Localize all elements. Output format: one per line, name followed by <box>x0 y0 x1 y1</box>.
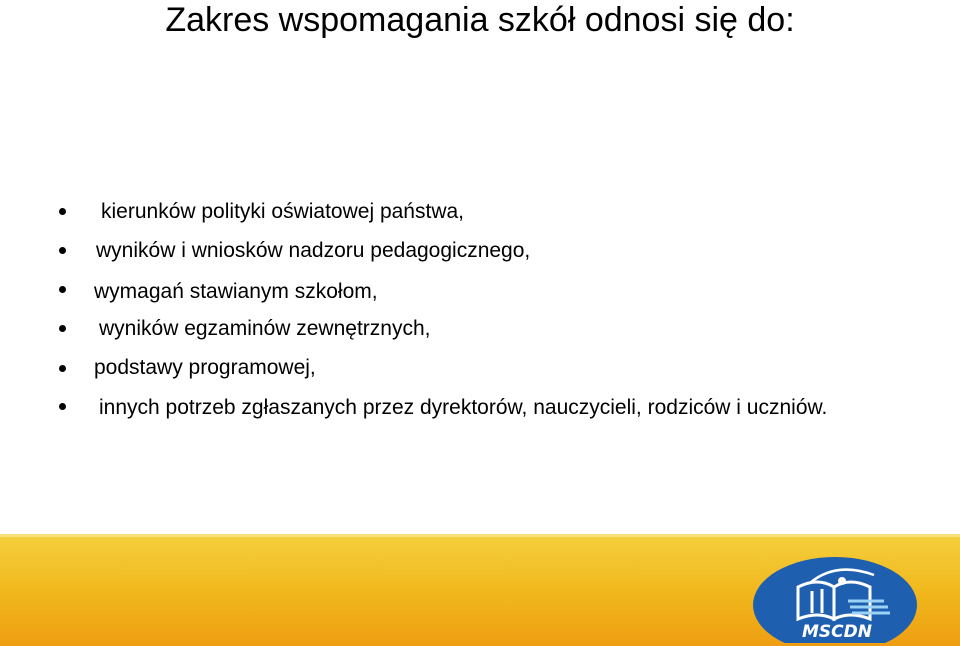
bullet-dot <box>59 325 66 332</box>
bullet-dot <box>59 247 66 254</box>
bullet-dot <box>59 403 66 410</box>
mscdn-logo <box>752 557 918 643</box>
bullet-text: innych potrzeb zgłaszanych przez dyrektorów, nauczycieli, rodziców i uczniów. <box>99 396 828 419</box>
bullet-dot <box>59 286 66 293</box>
logo-text: MSCDN <box>802 622 872 642</box>
slide-title: Zakres wspomagania szkół odnosi się do: <box>165 1 795 39</box>
bullet-text: kierunków polityki oświatowej państwa, <box>101 200 464 223</box>
bullet-text: wymagań stawianym szkołom, <box>94 280 378 303</box>
bullet-text: wyników i wniosków nadzoru pedagogicznego, <box>96 239 531 262</box>
bullet-dot <box>59 365 66 372</box>
bullet-text: wyników egzaminów zewnętrznych, <box>99 317 431 340</box>
bullet-text: podstawy programowej, <box>94 356 316 379</box>
bullet-dot <box>59 208 66 215</box>
